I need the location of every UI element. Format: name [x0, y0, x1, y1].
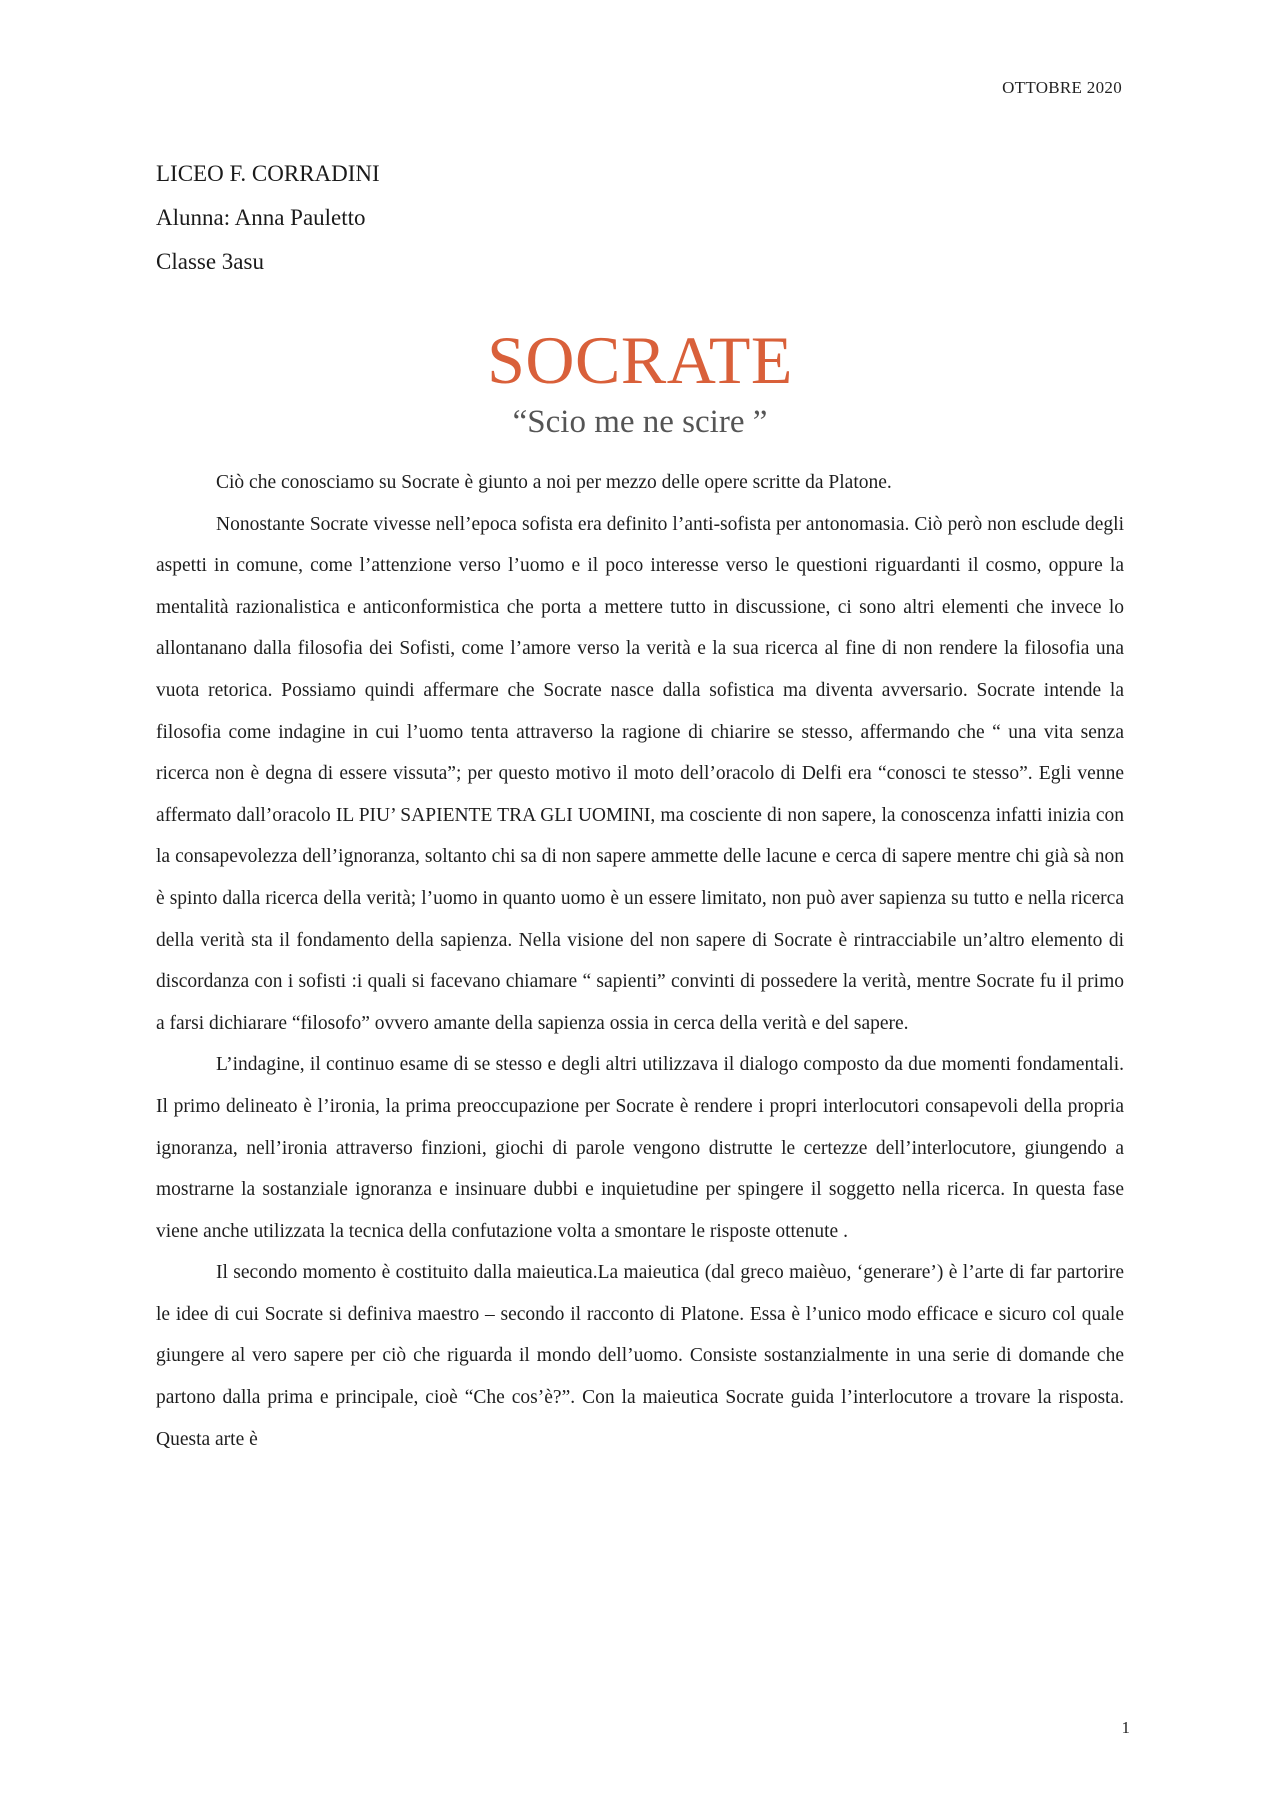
- class-name: Classe 3asu: [156, 249, 264, 274]
- paragraph-4: Il secondo momento è costituito dalla maieutica.La maieutica (dal greco maièuo, ‘generare’) è l’arte di far partorire le idee di cui Socrate si definiva maestro – secondo il racconto di Platone. Essa è l’unico modo efficace e sicuro col quale giungere al vero sapere per ciò che riguarda il mondo dell’uomo. Consiste sostanzialmente in una serie di domande che partono dalla prima e principale, cioè “Che cos’è?”. Con la maieutica Socrate guida l’interlocutore a trovare la risposta. Questa arte è: [156, 1262, 1124, 1450]
- document-subtitle: “Scio me ne scire ”: [512, 404, 768, 440]
- document-title: SOCRATE: [487, 322, 793, 398]
- paragraph-2: Nonostante Socrate vivesse nell’epoca sofista era definito l’anti-sofista per antonomasia. Ciò però non esclude degli aspetti in comune, come l’attenzione verso l’uomo e il poco interesse verso le questioni riguardanti il cosmo, oppure la mentalità razionalistica e anticonformistica che porta a mettere tutto in discussione, ci sono altri elementi che invece lo allontanano dalla filosofia dei Sofisti, come l’amore verso la verità e la sua ricerca al fine di non rendere la filosofia una vuota retorica. Possiamo quindi affermare che Socrate nasce dalla sofistica ma diventa avversario. Socrate intende la filosofia come indagine in cui l’uomo tenta attraverso la ragione di chiarire se stesso, affermando che “ una vita senza ricerca non è degna di essere vissuta”; per questo motivo il moto dell’oracolo di Delfi era “conosci te stesso”. Egli venne affermato dall’oracolo IL PIU’ SAPIENTE TRA GLI UOMINI, ma cosciente di non sapere, la conoscenza infatti inizia con la consapevolezza dell’ignoranza, soltanto chi sa di non sapere ammette delle lacune e cerca di sapere mentre chi già sà non è spinto dalla ricerca della verità; l’uomo in quanto uomo è un essere limitato, non può aver sapienza su tutto e nella ricerca della verità sta il fondamento della sapienza. Nella visione del non sapere di Socrate è rintracciabile un’altro elemento di discordanza con i sofisti :i quali si facevano chiamare “ sapienti” convinti di possedere la verità, mentre Socrate fu il primo a farsi dichiarare “filosofo” ovvero amante della sapienza ossia in cerca della verità e del sapere.: [156, 513, 1124, 1034]
- school-name: LICEO F. CORRADINI: [156, 161, 380, 186]
- paragraph-3: L’indagine, il continuo esame di se stesso e degli altri utilizzava il dialogo composto da due momenti fondamentali. Il primo delineato è l’ironia, la prima preoccupazione per Socrate è rendere i propri interlocutori consapevoli della propria ignoranza, nell’ironia attraverso finzioni, giochi di parole vengono distrutte le certezze dell’interlocutore, giungendo a mostrarne la sostanziale ignoranza e insinuare dubbi e inquietudine per spingere il soggetto nella ricerca. In questa fase viene anche utilizzata la tecnica della confutazione volta a smontare le risposte ottenute .: [156, 1054, 1124, 1242]
- page-number: 1: [1121, 1718, 1130, 1737]
- document-body: [156, 462, 1124, 1460]
- document-date: OTTOBRE 2020: [1002, 78, 1122, 97]
- paragraph-1: Ciò che conosciamo su Socrate è giunto a noi per mezzo delle opere scritte da Platone.: [216, 472, 892, 493]
- student-name: Alunna: Anna Pauletto: [156, 205, 366, 230]
- header-info: [156, 152, 380, 284]
